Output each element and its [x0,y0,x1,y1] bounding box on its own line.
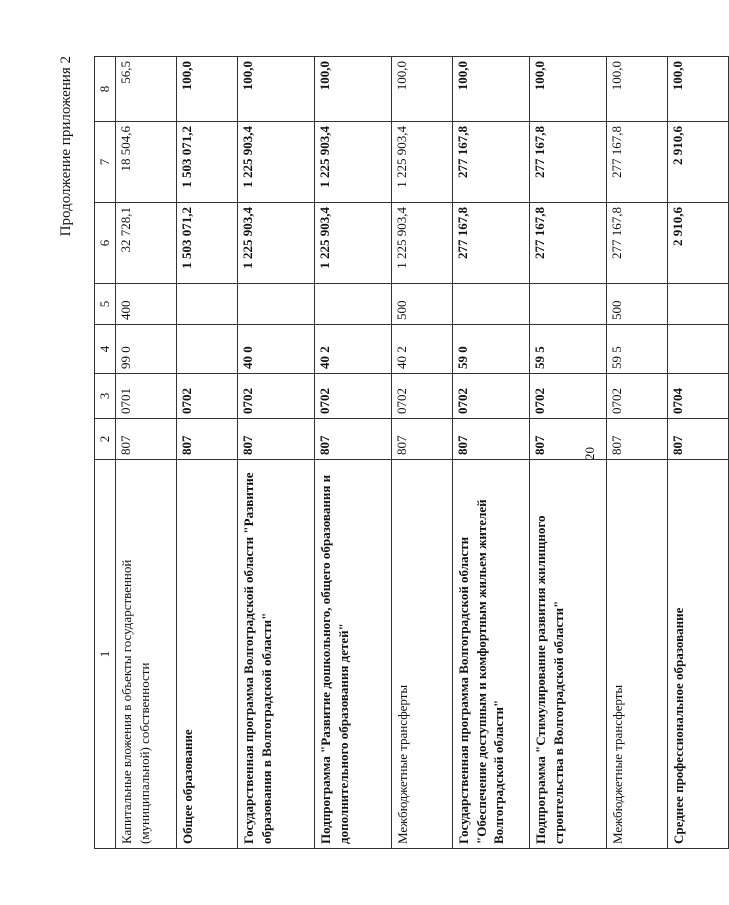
cell-section: 0704 [668,374,729,419]
cell-percent: 100,0 [607,57,668,122]
header-col-4: 4 [95,325,116,374]
cell-planned: 32 728,1 [116,203,177,284]
page-number: 20 [582,447,597,460]
cell-ministry: 807 [607,419,668,460]
cell-expense-type [453,284,530,325]
cell-section: 0702 [453,374,530,419]
header-col-5: 5 [95,284,116,325]
cell-program: 40 0 [238,325,315,374]
header-col-8: 8 [95,57,116,122]
cell-planned: 2 910,6 [668,203,729,284]
cell-actual: 18 504,6 [116,122,177,203]
cell-ministry: 807 [668,419,729,460]
cell-actual: 2 910,6 [668,122,729,203]
row-name: Межбюджетные трансферты [392,460,453,849]
table-row [607,57,668,849]
cell-actual: 277 167,8 [453,122,530,203]
cell-actual: 1 225 903,4 [392,122,453,203]
header-col-1: 1 [95,460,116,849]
cell-expense-type [238,284,315,325]
cell-ministry: 807 [177,419,238,460]
row-name: Капитальные вложения в объекты государственной (муниципальной) собственности [116,460,177,849]
cell-actual: 1 225 903,4 [315,122,392,203]
cell-program [668,325,729,374]
row-name: Государственная программа Волгоградской области "Обеспечение доступным и комфортным жильем жителей Волгоградской области" [453,460,530,849]
cell-percent: 100,0 [668,57,729,122]
table-row [116,57,177,849]
cell-section: 0702 [315,374,392,419]
cell-planned: 277 167,8 [530,203,607,284]
cell-ministry: 807 [530,419,607,460]
cell-section: 0702 [392,374,453,419]
cell-program: 40 2 [392,325,453,374]
cell-expense-type [315,284,392,325]
row-name: Подпрограмма "Развитие дошкольного, общего образования и дополнительного образования детей" [315,460,392,849]
cell-percent: 100,0 [177,57,238,122]
cell-expense-type [530,284,607,325]
cell-program: 59 0 [453,325,530,374]
cell-planned: 277 167,8 [607,203,668,284]
row-name: Общее образование [177,460,238,849]
cell-section: 0702 [530,374,607,419]
cell-actual: 1 225 903,4 [238,122,315,203]
cell-program [177,325,238,374]
cell-ministry: 807 [116,419,177,460]
cell-actual: 277 167,8 [530,122,607,203]
cell-expense-type [177,284,238,325]
cell-actual: 277 167,8 [607,122,668,203]
header-col-6: 6 [95,203,116,284]
cell-program: 59 5 [607,325,668,374]
row-name: Подпрограмма "Стимулирование развития жилищного строительства в Волгоградской области" [530,460,607,849]
table-row [453,57,530,849]
header-col-3: 3 [95,374,116,419]
cell-section: 0702 [238,374,315,419]
table-row [530,57,607,849]
table-row [392,57,453,849]
cell-expense-type: 400 [116,284,177,325]
cell-section: 0702 [177,374,238,419]
header-col-2: 2 [95,419,116,460]
cell-program: 59 5 [530,325,607,374]
budget-table [94,56,729,849]
row-name: Среднее профессиональное образование [668,460,729,849]
cell-ministry: 807 [453,419,530,460]
cell-section: 0701 [116,374,177,419]
cell-percent: 100,0 [530,57,607,122]
cell-planned: 1 225 903,4 [315,203,392,284]
table-row [177,57,238,849]
row-name: Государственная программа Волгоградской области "Развитие образования в Волгоградской области" [238,460,315,849]
cell-expense-type [668,284,729,325]
cell-planned: 1 503 071,2 [177,203,238,284]
cell-percent: 100,0 [453,57,530,122]
cell-percent: 56,5 [116,57,177,122]
cell-percent: 100,0 [315,57,392,122]
cell-program: 99 0 [116,325,177,374]
cell-planned: 277 167,8 [453,203,530,284]
table-header-row [95,57,116,849]
cell-actual: 1 503 071,2 [177,122,238,203]
header-col-7: 7 [95,122,116,203]
table-row [238,57,315,849]
cell-expense-type: 500 [392,284,453,325]
table-row [668,57,729,849]
cell-section: 0702 [607,374,668,419]
cell-planned: 1 225 903,4 [392,203,453,284]
cell-ministry: 807 [238,419,315,460]
cell-ministry: 807 [392,419,453,460]
page-caption: Продолжение приложения 2 [58,56,74,237]
cell-percent: 100,0 [392,57,453,122]
cell-ministry: 807 [315,419,392,460]
table-row [315,57,392,849]
cell-program: 40 2 [315,325,392,374]
cell-planned: 1 225 903,4 [238,203,315,284]
row-name: Межбюджетные трансферты [607,460,668,849]
cell-percent: 100,0 [238,57,315,122]
cell-expense-type: 500 [607,284,668,325]
